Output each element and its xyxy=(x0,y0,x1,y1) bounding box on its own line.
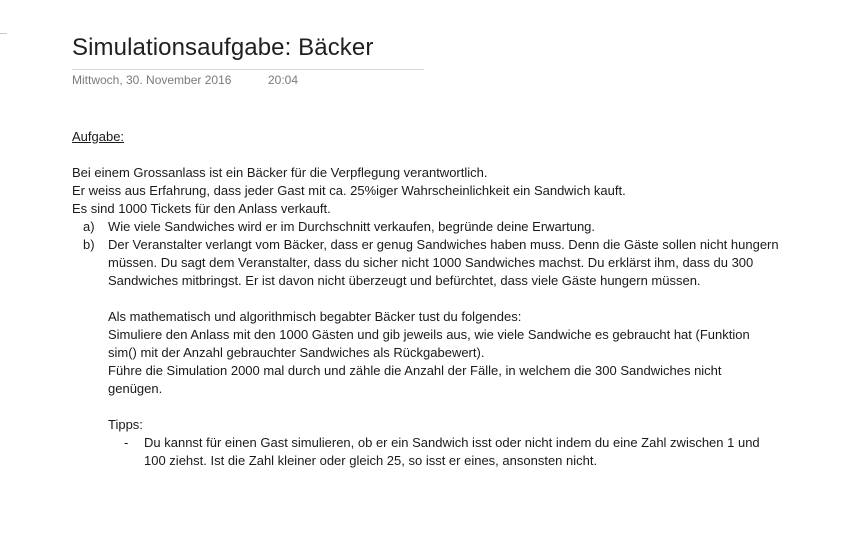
blank-line xyxy=(72,398,812,416)
paragraph-line: genügen. xyxy=(108,381,163,396)
list-item-line: Wie viele Sandwiches wird er im Durchschnitt verkaufen, begründe deine Erwartung. xyxy=(108,219,596,234)
paragraph-line: Führe die Simulation 2000 mal durch und zähle die Anzahl der Fälle, in welchem die 300 Sandwiches nicht xyxy=(108,363,722,378)
task-heading: Aufgabe: xyxy=(72,129,125,144)
list-item-line: Sandwiches mitbringst. Er ist davon nicht überzeugt und befürchtet, dass viele Gäste hungern müssen. xyxy=(108,273,701,288)
page-date: Mittwoch, 30. November 2016 xyxy=(72,73,232,87)
list-item-a xyxy=(72,218,812,236)
list-item-line: Der Veranstalter verlangt vom Bäcker, dass er genug Sandwiches haben muss. Denn die Gäste sollen nicht hungern xyxy=(108,237,779,252)
title-divider xyxy=(72,69,424,70)
paragraph-line: Als mathematisch und algorithmisch begabter Bäcker tust du folgendes: xyxy=(108,309,522,324)
bullet-dash: - xyxy=(124,435,129,450)
page-title[interactable]: Simulationsaufgabe: Bäcker xyxy=(72,34,374,61)
page-time: 20:04 xyxy=(268,73,299,87)
blank-line xyxy=(72,290,812,308)
list-item-line: müssen. Du sagt dem Veranstalter, dass du sicher nicht 1000 Sandwiches machst. Du erklärst ihm, dass du 300 xyxy=(108,255,754,270)
list-marker: b) xyxy=(83,237,95,252)
list-marker: a) xyxy=(83,219,95,234)
page-corner-mark xyxy=(0,33,7,34)
tip-item xyxy=(72,434,812,470)
tips-label: Tipps: xyxy=(108,417,143,432)
intro-line: Er weiss aus Erfahrung, dass jeder Gast mit ca. 25%iger Wahrscheinlichkeit ein Sandwich kauft. xyxy=(72,183,626,198)
paragraph-line: Simuliere den Anlass mit den 1000 Gästen und gib jeweils aus, wie viele Sandwiche es gebraucht hat (Funktion xyxy=(108,327,750,342)
intro-line: Es sind 1000 Tickets für den Anlass verkauft. xyxy=(72,201,331,216)
note-body[interactable] xyxy=(72,128,812,470)
intro-line: Bei einem Grossanlass ist ein Bäcker für die Verpflegung verantwortlich. xyxy=(72,165,488,180)
paragraph-line: sim() mit der Anzahl gebrauchter Sandwiches als Rückgabewert). xyxy=(108,345,485,360)
blank-line xyxy=(72,146,812,164)
tip-line: 100 ziehst. Ist die Zahl kleiner oder gleich 25, so isst er eines, ansonsten nicht. xyxy=(144,453,598,468)
list-item-b xyxy=(72,236,812,290)
simulation-paragraph xyxy=(72,308,812,398)
tip-line: Du kannst für einen Gast simulieren, ob er ein Sandwich isst oder nicht indem du eine Zahl zwischen 1 und xyxy=(144,435,760,450)
